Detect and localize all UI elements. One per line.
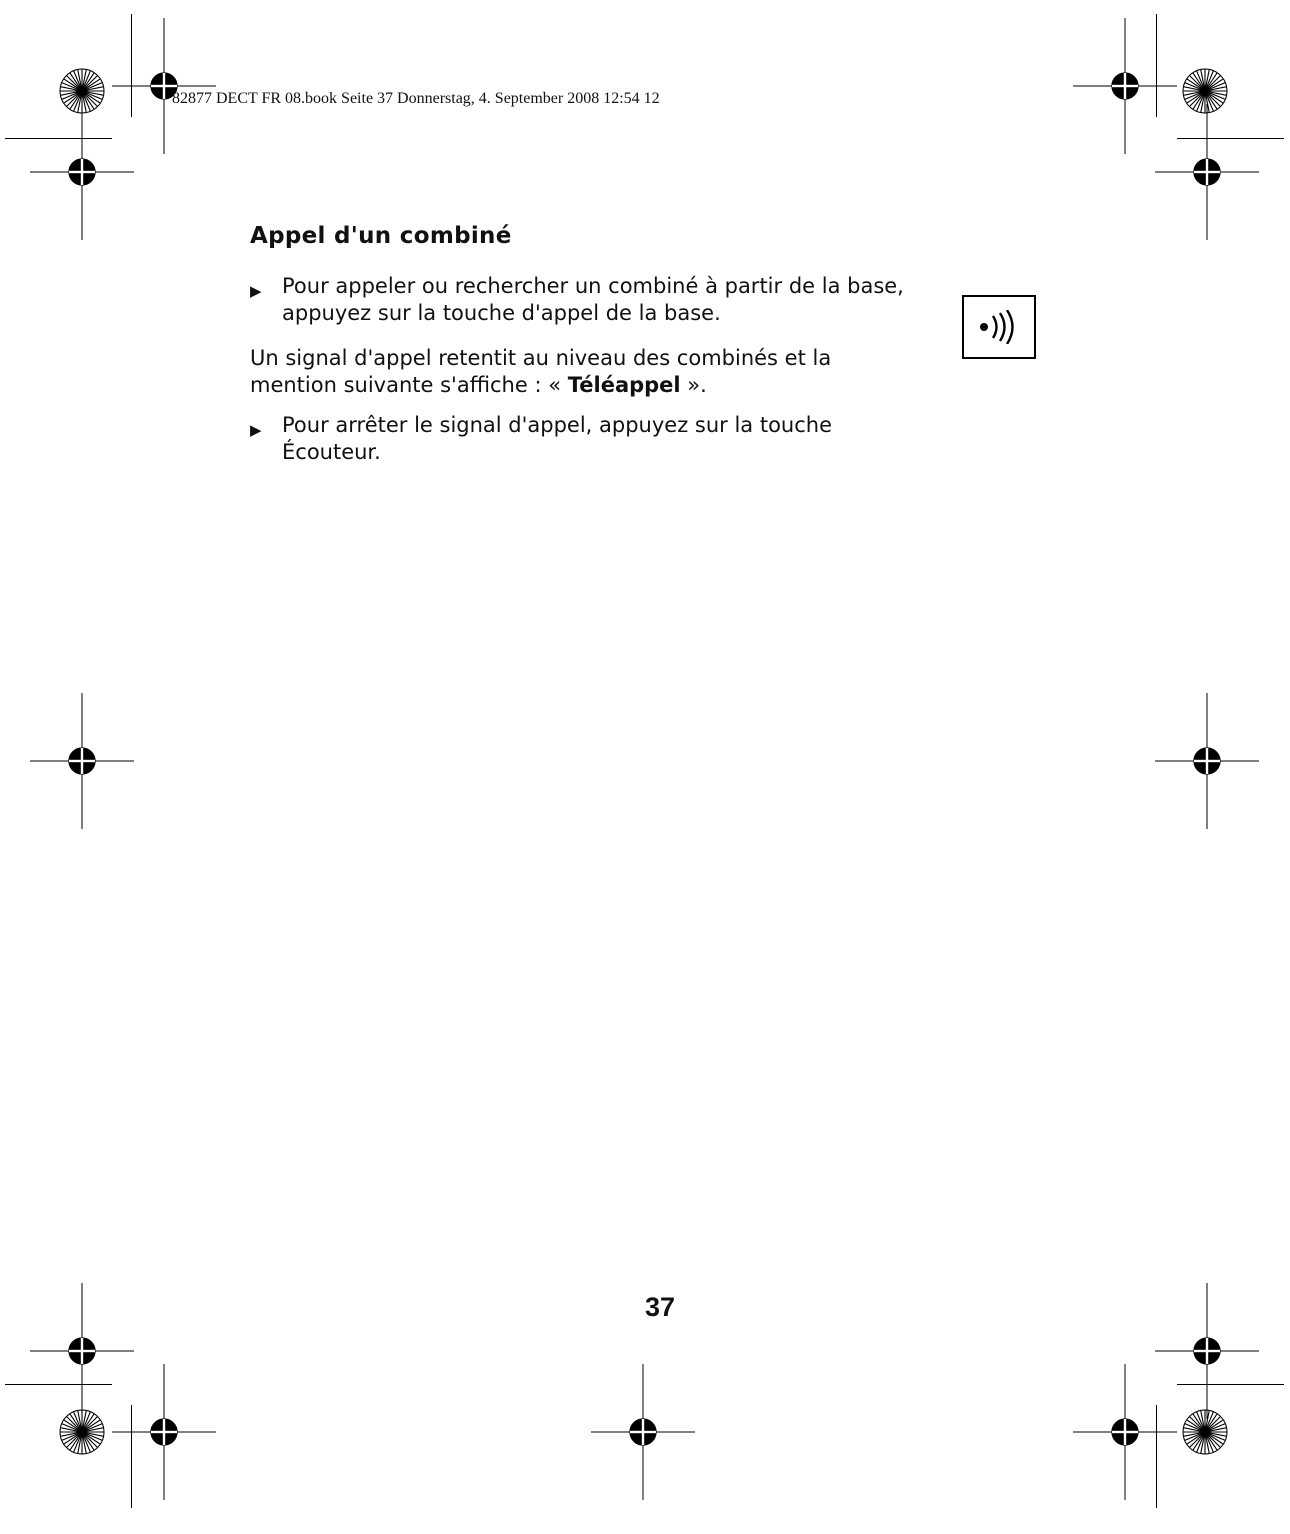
crosshair-registration-icon	[591, 1364, 695, 1500]
crosshair-registration-icon	[30, 104, 134, 240]
bullet-text: Pour arrêter le signal d'appel, appuyez sur la touche Écouteur.	[282, 413, 833, 464]
crosshair-registration-icon	[1073, 1364, 1177, 1500]
crosshair-registration-icon	[1155, 693, 1259, 829]
crosshair-registration-icon	[30, 1283, 134, 1419]
bullet-text: Pour appeler ou rechercher un combiné à partir de la base, appuyez sur la touche d'appel de la base.	[282, 274, 904, 325]
display-message: Téléappel	[567, 373, 681, 397]
section-heading: Appel d'un combiné	[250, 223, 512, 249]
bullet-arrow-icon: ▶	[250, 282, 262, 300]
page-number: 37	[644, 1292, 676, 1322]
radial-registration-icon	[1183, 69, 1227, 113]
crosshair-registration-icon	[1073, 18, 1177, 154]
paragraph	[250, 345, 890, 399]
paragraph-lead: Un signal d'appel retentit au niveau des combinés et la mention suivante s'affiche : «	[250, 346, 832, 397]
crosshair-registration-icon	[30, 693, 134, 829]
crosshair-registration-icon	[112, 18, 216, 154]
paragraph-tail: ».	[680, 373, 707, 397]
crosshair-registration-icon	[1155, 104, 1259, 240]
print-slug-line: 82877 DECT FR 08.book Seite 37 Donnerstag, 4. September 2008 12:54 12	[172, 90, 660, 107]
signal-waves-icon	[977, 310, 1021, 344]
paging-signal-icon	[962, 295, 1036, 359]
crosshair-registration-icon	[1155, 1283, 1259, 1419]
radial-registration-icon	[1183, 1410, 1227, 1454]
bullet-arrow-icon: ▶	[250, 421, 262, 439]
crosshair-registration-icon	[112, 1364, 216, 1500]
